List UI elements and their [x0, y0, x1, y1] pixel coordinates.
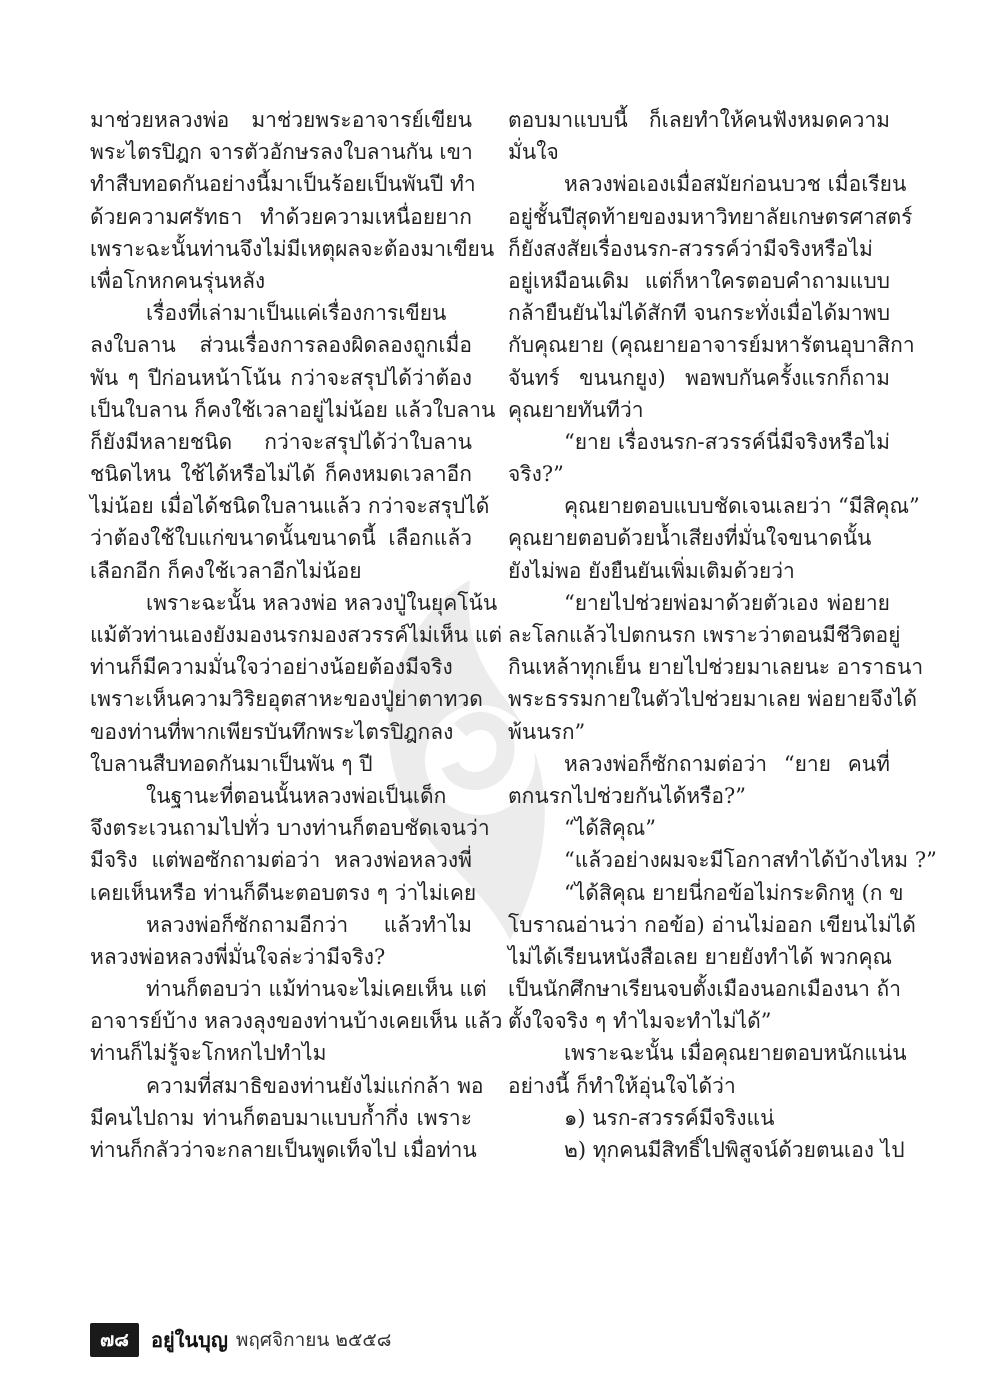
text-line: มีคนไปถาม ท่านก็ตอบมาแบบก้ำกึ่ง เพราะ	[90, 1105, 472, 1130]
text-line: เลือกอีก ก็คงใช้เวลาอีกไม่น้อย	[90, 558, 362, 583]
text-line: ความที่สมาธิของท่านยังไม่แก่กล้า พอ	[146, 1073, 484, 1098]
text-line: ในฐานะที่ตอนนั้นหลวงพ่อเป็นเด็ก	[146, 783, 447, 808]
text-line: เพราะฉะนั้น หลวงพ่อ หลวงปู่ในยุคโน้น	[146, 590, 498, 615]
text-line: มั่นใจ	[508, 140, 559, 165]
text-line: “ได้สิคุณ”	[564, 816, 657, 841]
text-line: ท่านก็ตอบว่า แม้ท่านจะไม่เคยเห็น แต่	[146, 977, 487, 1002]
text-line: กล้ายืนยันไม่ได้สักที จนกระทั่งเมื่อได้มาพบ	[508, 301, 891, 326]
text-line: แม้ตัวท่านเองยังมองนรกมองสวรรค์ไม่เห็น แต่	[90, 623, 503, 647]
text-line: หลวงพ่อหลวงพี่มั่นใจล่ะว่ามีจริง?	[90, 944, 386, 969]
text-line: มาช่วยหลวงพ่อ มาช่วยพระอาจารย์เขียน	[90, 108, 472, 132]
text-line: ด้วยความศรัทธา ทำด้วยความเหนื่อยยาก	[90, 204, 472, 229]
text-line: ยังไม่พอ ยังยืนยันเพิ่มเติมด้วยว่า	[508, 558, 795, 583]
text-line: จันทร์ ขนนกยูง) พอพบกันครั้งแรกก็ถาม	[508, 365, 890, 390]
text-line: ชนิดไหน ใช้ได้หรือไม่ได้ ก็คงหมดเวลาอีก	[90, 462, 472, 487]
text-line: “ได้สิคุณ ยายนี่กอข้อไม่กระดิกหู (ก ข	[564, 880, 904, 905]
text-line: อยู่ชั้นปีสุดท้ายของมหาวิทยาลัยเกษตรศาสตร์	[508, 204, 913, 229]
text-line: หลวงพ่อก็ซักถามต่อว่า “ยาย คนที่	[564, 751, 890, 776]
text-line: เพราะฉะนั้น เมื่อคุณยายตอบหนักแน่น	[564, 1041, 907, 1066]
right-column	[508, 104, 937, 1166]
text-line: อยู่เหมือนเดิม แต่ก็หาใครตอบคำถามแบบ	[508, 268, 890, 293]
magazine-title: อยู่ในบุญ	[150, 1328, 228, 1352]
text-line: ไม่น้อย เมื่อได้ชนิดใบลานแล้ว กว่าจะสรุปได้	[90, 494, 490, 519]
text-line: เพราะเห็นความวิริยอุตสาหะของปู่ย่าตาทวด	[90, 687, 483, 712]
text-line: กินเหล้าทุกเย็น ยายไปช่วยมาเลยนะ อาราธนา	[508, 655, 924, 680]
text-line: ท่านก็มีความมั่นใจว่าอย่างน้อยต้องมีจริง	[90, 655, 453, 680]
text-line: ท่านก็กลัวว่าจะกลายเป็นพูดเท็จไป เมื่อท่าน	[90, 1138, 477, 1162]
text-line: ๑) นรก-สวรรค์มีจริงแน่	[564, 1105, 775, 1130]
text-line: ท่านก็ไม่รู้จะโกหกไปทำไม	[90, 1041, 327, 1066]
text-line: พ้นนรก”	[508, 719, 586, 744]
text-line: “ยาย เรื่องนรก-สวรรค์นี่มีจริงหรือไม่	[564, 429, 890, 454]
text-line: มีจริง แต่พอซักถามต่อว่า หลวงพ่อหลวงพี่	[90, 848, 472, 873]
text-line: จริง?”	[508, 462, 564, 487]
text-line: ของท่านที่พากเพียรบันทึกพระไตรปิฎกลง	[90, 719, 454, 744]
text-line: คุณยายตอบแบบชัดเจนเลยว่า “มีสิคุณ”	[564, 494, 920, 519]
page-number: ๗๘	[90, 1323, 139, 1357]
issue-date: พฤศจิกายน ๒๕๕๘	[235, 1329, 392, 1351]
text-line: เพราะฉะนั้นท่านจึงไม่มีเหตุผลจะต้องมาเขียน	[90, 236, 495, 261]
text-line: ลงใบลาน ส่วนเรื่องการลองผิดลองถูกเมื่อ	[90, 333, 472, 358]
text-line: กับคุณยาย (คุณยายอาจารย์มหารัตนอุบาสิกา	[508, 333, 915, 358]
text-line: พระไตรปิฎก จารตัวอักษรลงใบลานกัน เขา	[90, 140, 473, 165]
text-line: หลวงพ่อก็ซักถามอีกว่า แล้วทำไม	[146, 912, 472, 937]
text-line: ว่าต้องใช้ใบแก่ขนาดนั้นขนาดนี้ เลือกแล้ว	[90, 526, 472, 551]
text-line: ตั้งใจจริง ๆ ทำไมจะทำไม่ได้”	[508, 1009, 772, 1034]
text-line: เพื่อโกหกคนรุ่นหลัง	[90, 268, 266, 293]
text-line: ๒) ทุกคนมีสิทธิ์ไปพิสูจน์ด้วยตนเอง ไป	[564, 1138, 905, 1162]
left-column	[90, 104, 503, 1166]
text-line: ไม่ได้เรียนหนังสือเลย ยายยังทำได้ พวกคุณ	[508, 944, 892, 969]
text-line: คุณยายทันทีว่า	[508, 397, 644, 422]
text-line: หลวงพ่อเองเมื่อสมัยก่อนบวช เมื่อเรียน	[564, 172, 907, 197]
text-line: เรื่องที่เล่ามาเป็นแค่เรื่องการเขียน	[146, 301, 447, 326]
text-line: ก็ยังสงสัยเรื่องนรก-สวรรค์ว่ามีจริงหรือไม่	[508, 236, 873, 261]
text-line: อาจารย์บ้าง หลวงลุงของท่านบ้างเคยเห็น แล้ว	[90, 1009, 503, 1034]
text-line: เป็นใบลาน ก็คงใช้เวลาอยู่ไม่น้อย แล้วใบลาน	[90, 397, 496, 422]
text-line: จึงตระเวนถามไปทั่ว บางท่านก็ตอบชัดเจนว่า	[90, 816, 490, 841]
text-line: ละโลกแล้วไปตกนรก เพราะว่าตอนมีชีวิตอยู่	[508, 623, 901, 647]
text-line: “แล้วอย่างผมจะมีโอกาสทำได้บ้างไหม ?”	[564, 848, 937, 873]
text-line: คุณยายตอบด้วยน้ำเสียงที่มั่นใจขนาดนั้น	[508, 526, 872, 551]
text-line: อย่างนี้ ก็ทำให้อุ่นใจได้ว่า	[508, 1073, 736, 1098]
text-line: โบราณอ่านว่า กอข้อ) อ่านไม่ออก เขียนไม่ได้	[508, 912, 916, 937]
text-line: พระธรรมกายในตัวไปช่วยมาเลย พ่อยายจึงได้	[508, 687, 917, 712]
text-line: พัน ๆ ปีก่อนหน้าโน้น กว่าจะสรุปได้ว่าต้อง	[90, 365, 472, 390]
text-line: ก็ยังมีหลายชนิด กว่าจะสรุปได้ว่าใบลาน	[90, 429, 472, 454]
text-line: ตอบมาแบบนี้ ก็เลยทำให้คนฟังหมดความ	[508, 108, 890, 132]
text-line: “ยายไปช่วยพ่อมาด้วยตัวเอง พ่อยาย	[564, 590, 890, 615]
text-line: เป็นนักศึกษาเรียนจบตั้งเมืองนอกเมืองนา ถ้า	[508, 977, 902, 1002]
text-line: ทำสืบทอดกันอย่างนี้มาเป็นร้อยเป็นพันปี ทำ	[90, 172, 476, 197]
text-line: เคยเห็นหรือ ท่านก็ดีนะตอบตรง ๆ ว่าไม่เคย	[90, 880, 477, 905]
text-line: ตกนรกไปช่วยกันได้หรือ?”	[508, 783, 746, 808]
page-footer	[90, 1325, 391, 1355]
text-line: ใบลานสืบทอดกันมาเป็นพัน ๆ ปี	[90, 751, 373, 776]
